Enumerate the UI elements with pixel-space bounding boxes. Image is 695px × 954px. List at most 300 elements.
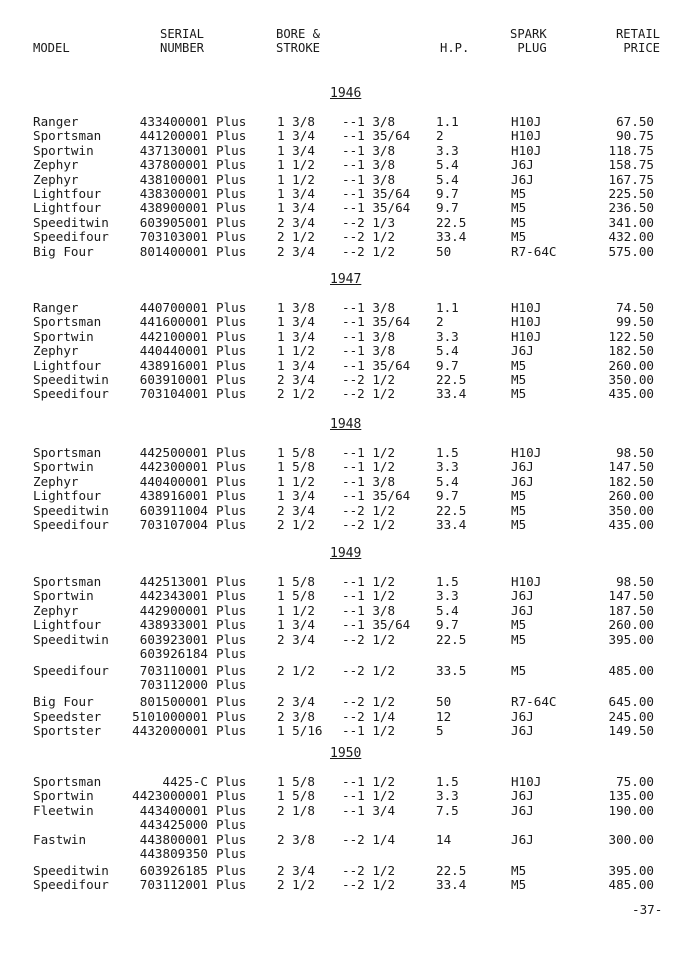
cell-model: Sportwin — [33, 328, 94, 344]
cell-bore: 1 1/2 — [277, 157, 315, 173]
table-row — [0, 158, 695, 172]
cell-price: 435.00 — [608, 517, 654, 532]
cell-spark: M5 — [511, 877, 527, 893]
cell-plus: Plus — [216, 343, 247, 359]
cell-bore: 2 3/4 — [277, 372, 315, 387]
cell-hp: 1.5 — [436, 774, 459, 789]
cell-serial: 438300001 — [139, 186, 208, 201]
cell-spark: H10J — [511, 328, 542, 344]
cell-model: Sportsman — [33, 774, 102, 789]
cell-model: Zephyr — [33, 157, 79, 173]
cell-price: 149.50 — [608, 723, 654, 739]
table-row — [0, 695, 695, 709]
cell-serial: 438933001 — [139, 617, 208, 633]
table-row — [0, 387, 695, 401]
table-row — [0, 775, 695, 789]
cell-stroke: --2 1/2 — [342, 386, 396, 402]
cell-spark: J6J — [511, 708, 534, 724]
table-row — [0, 216, 695, 230]
cell-bore: 1 3/8 — [277, 300, 315, 315]
cell-plus: Plus — [216, 229, 247, 245]
cell-model: Lightfour — [33, 617, 102, 633]
cell-serial: 438100001 — [139, 171, 208, 187]
cell-price: 350.00 — [608, 372, 654, 387]
cell-price: 147.50 — [608, 459, 654, 475]
table-row — [0, 460, 695, 474]
cell-hp: 22.5 — [436, 863, 467, 878]
cell-price: 575.00 — [608, 243, 654, 259]
cell-model: Ranger — [33, 300, 79, 315]
cell-price: 98.50 — [616, 445, 654, 460]
cell-spark: M5 — [511, 631, 527, 647]
cell-bore: 1 3/8 — [277, 114, 315, 129]
table-row — [0, 344, 695, 358]
cell-bore: 1 1/2 — [277, 602, 315, 618]
cell-price: 435.00 — [608, 386, 654, 402]
cell-model: Ranger — [33, 114, 79, 129]
table-row — [0, 518, 695, 532]
cell-stroke: --2 1/2 — [342, 863, 396, 878]
cell-stroke: --1 35/64 — [342, 128, 411, 144]
cell-serial: 437130001 — [139, 142, 208, 158]
table-row — [0, 129, 695, 143]
cell-stroke: --2 1/3 — [342, 214, 396, 230]
cell-model: Zephyr — [33, 602, 79, 618]
cell-bore: 1 3/4 — [277, 328, 315, 344]
header-serial-number: SERIAL NUMBER — [160, 27, 205, 55]
cell-serial: 801400001 — [139, 243, 208, 259]
year-heading: 1947 — [330, 272, 362, 287]
cell-plus: Plus — [216, 473, 247, 489]
cell-serial: 703112000 — [139, 677, 208, 693]
cell-plus: Plus — [216, 817, 247, 833]
cell-hp: 7.5 — [436, 802, 459, 818]
cell-price: 350.00 — [608, 502, 654, 518]
cell-serial: 603905001 — [139, 214, 208, 230]
cell-serial: 442100001 — [139, 328, 208, 344]
cell-plus: Plus — [216, 617, 247, 633]
cell-bore: 2 3/4 — [277, 214, 315, 230]
table-row — [0, 864, 695, 878]
cell-model: Lightfour — [33, 186, 102, 201]
cell-model: Zephyr — [33, 343, 79, 359]
cell-spark: M5 — [511, 502, 527, 518]
table-row — [0, 710, 695, 724]
header-retail-price: RETAIL PRICE — [615, 27, 660, 55]
year-heading: 1948 — [330, 417, 362, 432]
cell-spark: R7-64C — [511, 694, 557, 710]
table-row — [0, 359, 695, 373]
cell-stroke: --2 1/2 — [342, 631, 396, 647]
cell-plus: Plus — [216, 602, 247, 618]
cell-plus: Plus — [216, 723, 247, 739]
cell-hp: 33.4 — [436, 877, 467, 893]
cell-model: Lightfour — [33, 357, 102, 373]
cell-model: Sportsman — [33, 574, 102, 589]
year-heading: 1950 — [330, 746, 362, 761]
cell-plus: Plus — [216, 694, 247, 710]
table-row — [0, 664, 695, 678]
cell-hp: 9.7 — [436, 617, 459, 633]
cell-spark: M5 — [511, 386, 527, 402]
cell-spark: M5 — [511, 357, 527, 373]
cell-stroke: --1 1/2 — [342, 723, 396, 739]
header-bore-stroke: BORE & STROKE — [276, 27, 321, 55]
cell-spark: H10J — [511, 774, 542, 789]
table-row — [0, 633, 695, 647]
cell-model: Speedifour — [33, 517, 109, 532]
cell-stroke: --1 1/2 — [342, 788, 396, 804]
cell-hp: 2 — [436, 314, 444, 330]
cell-serial: 4432000001 — [132, 723, 208, 739]
cell-bore: 1 3/4 — [277, 617, 315, 633]
cell-hp: 33.5 — [436, 663, 467, 678]
cell-plus: Plus — [216, 386, 247, 402]
cell-model: Speeditwin — [33, 631, 109, 647]
cell-model: Speedster — [33, 708, 102, 724]
cell-stroke: --1 1/2 — [342, 588, 396, 604]
cell-plus: Plus — [216, 328, 247, 344]
cell-serial: 703107004 — [139, 517, 208, 532]
cell-serial: 438900001 — [139, 200, 208, 216]
cell-hp: 33.4 — [436, 386, 467, 402]
cell-stroke: --1 35/64 — [342, 314, 411, 330]
cell-hp: 5.4 — [436, 157, 459, 173]
cell-stroke: --1 35/64 — [342, 357, 411, 373]
cell-price: 99.50 — [616, 314, 654, 330]
cell-bore: 1 5/8 — [277, 574, 315, 589]
cell-bore: 2 1/8 — [277, 802, 315, 818]
table-row — [0, 575, 695, 589]
cell-serial: 438916001 — [139, 357, 208, 373]
cell-hp: 22.5 — [436, 214, 467, 230]
cell-plus: Plus — [216, 243, 247, 259]
cell-hp: 33.4 — [436, 229, 467, 245]
cell-bore: 1 3/4 — [277, 186, 315, 201]
table-row — [0, 330, 695, 344]
cell-spark: M5 — [511, 186, 527, 201]
cell-model: Sportwin — [33, 459, 94, 475]
cell-price: 236.50 — [608, 200, 654, 216]
cell-hp: 9.7 — [436, 357, 459, 373]
cell-stroke: --2 1/2 — [342, 517, 396, 532]
cell-price: 118.75 — [608, 142, 654, 158]
cell-bore: 1 5/8 — [277, 774, 315, 789]
cell-serial: 603911004 — [139, 502, 208, 518]
cell-spark: M5 — [511, 214, 527, 230]
cell-stroke: --2 1/2 — [342, 243, 396, 259]
cell-model: Sportwin — [33, 788, 94, 804]
cell-hp: 12 — [436, 708, 452, 724]
year-heading: 1946 — [330, 86, 362, 101]
cell-spark: M5 — [511, 517, 527, 532]
cell-bore: 2 1/2 — [277, 663, 315, 678]
cell-price: 260.00 — [608, 357, 654, 373]
cell-price: 75.00 — [616, 774, 654, 789]
cell-plus: Plus — [216, 846, 247, 861]
cell-bore: 1 5/8 — [277, 445, 315, 460]
table-row — [0, 245, 695, 259]
cell-stroke: --1 3/8 — [342, 328, 396, 344]
cell-serial: 443809350 — [139, 846, 208, 861]
cell-model: Big Four — [33, 243, 94, 259]
cell-serial: 603926185 — [139, 863, 208, 878]
cell-serial: 440440001 — [139, 343, 208, 359]
cell-hp: 3.3 — [436, 328, 459, 344]
cell-spark: H10J — [511, 574, 542, 589]
cell-stroke: --2 1/4 — [342, 831, 396, 847]
cell-serial: 603923001 — [139, 631, 208, 647]
cell-serial: 801500001 — [139, 694, 208, 710]
cell-spark: J6J — [511, 831, 534, 847]
cell-stroke: --1 3/8 — [342, 171, 396, 187]
table-row — [0, 201, 695, 215]
cell-hp: 1.1 — [436, 300, 459, 315]
cell-plus: Plus — [216, 200, 247, 216]
cell-hp: 5.4 — [436, 171, 459, 187]
cell-hp: 5.4 — [436, 602, 459, 618]
cell-plus: Plus — [216, 488, 247, 504]
cell-model: Speedifour — [33, 877, 109, 893]
cell-spark: J6J — [511, 459, 534, 475]
cell-hp: 1.1 — [436, 114, 459, 129]
table-row — [0, 804, 695, 818]
cell-plus: Plus — [216, 157, 247, 173]
cell-bore: 1 5/16 — [277, 723, 323, 739]
table-row — [0, 678, 695, 692]
cell-plus: Plus — [216, 863, 247, 878]
cell-plus: Plus — [216, 459, 247, 475]
cell-serial: 441600001 — [139, 314, 208, 330]
cell-hp: 22.5 — [436, 631, 467, 647]
cell-price: 300.00 — [608, 831, 654, 847]
cell-model: Speedifour — [33, 663, 109, 678]
cell-stroke: --2 1/2 — [342, 663, 396, 678]
cell-spark: M5 — [511, 229, 527, 245]
cell-serial: 603910001 — [139, 372, 208, 387]
cell-stroke: --1 3/8 — [342, 602, 396, 618]
cell-plus: Plus — [216, 646, 247, 661]
cell-bore: 2 3/4 — [277, 631, 315, 647]
cell-stroke: --1 3/8 — [342, 114, 396, 129]
cell-plus: Plus — [216, 774, 247, 789]
cell-stroke: --1 1/2 — [342, 774, 396, 789]
cell-serial: 442343001 — [139, 588, 208, 604]
table-row — [0, 833, 695, 847]
cell-hp: 9.7 — [436, 200, 459, 216]
cell-serial: 441200001 — [139, 128, 208, 144]
cell-spark: J6J — [511, 171, 534, 187]
cell-price: 135.00 — [608, 788, 654, 804]
cell-plus: Plus — [216, 677, 247, 693]
cell-bore: 1 3/4 — [277, 128, 315, 144]
cell-stroke: --2 1/2 — [342, 694, 396, 710]
cell-price: 167.75 — [608, 171, 654, 187]
cell-stroke: --1 35/64 — [342, 200, 411, 216]
cell-hp: 50 — [436, 243, 452, 259]
cell-price: 260.00 — [608, 617, 654, 633]
cell-model: Speedifour — [33, 229, 109, 245]
cell-stroke: --1 1/2 — [342, 459, 396, 475]
cell-plus: Plus — [216, 171, 247, 187]
cell-hp: 14 — [436, 831, 452, 847]
cell-spark: H10J — [511, 128, 542, 144]
header-spark-plug: SPARK PLUG — [510, 27, 547, 55]
cell-stroke: --2 1/4 — [342, 708, 396, 724]
cell-plus: Plus — [216, 372, 247, 387]
cell-model: Zephyr — [33, 473, 79, 489]
cell-serial: 443800001 — [139, 831, 208, 847]
cell-model: Sportsman — [33, 445, 102, 460]
cell-plus: Plus — [216, 357, 247, 373]
cell-stroke: --1 3/8 — [342, 142, 396, 158]
cell-stroke: --1 35/64 — [342, 617, 411, 633]
cell-stroke: --1 3/4 — [342, 802, 396, 818]
cell-plus: Plus — [216, 517, 247, 532]
cell-serial: 442513001 — [139, 574, 208, 589]
cell-spark: J6J — [511, 602, 534, 618]
cell-stroke: --1 35/64 — [342, 186, 411, 201]
cell-serial: 4423000001 — [132, 788, 208, 804]
header-model: MODEL — [33, 41, 70, 55]
cell-price: 74.50 — [616, 300, 654, 315]
table-row — [0, 475, 695, 489]
cell-serial: 443400001 — [139, 802, 208, 818]
cell-spark: J6J — [511, 157, 534, 173]
cell-price: 245.00 — [608, 708, 654, 724]
cell-spark: J6J — [511, 343, 534, 359]
cell-bore: 2 1/2 — [277, 386, 315, 402]
cell-price: 158.75 — [608, 157, 654, 173]
cell-hp: 3.3 — [436, 459, 459, 475]
cell-plus: Plus — [216, 588, 247, 604]
cell-hp: 5.4 — [436, 473, 459, 489]
cell-bore: 2 3/4 — [277, 863, 315, 878]
cell-spark: J6J — [511, 802, 534, 818]
cell-spark: M5 — [511, 663, 527, 678]
cell-bore: 1 1/2 — [277, 343, 315, 359]
cell-price: 190.00 — [608, 802, 654, 818]
cell-plus: Plus — [216, 142, 247, 158]
cell-plus: Plus — [216, 831, 247, 847]
cell-serial: 442900001 — [139, 602, 208, 618]
table-header — [0, 27, 695, 59]
table-row — [0, 489, 695, 503]
cell-serial: 703110001 — [139, 663, 208, 678]
cell-plus: Plus — [216, 128, 247, 144]
cell-stroke: --1 3/8 — [342, 473, 396, 489]
cell-bore: 1 5/8 — [277, 788, 315, 804]
cell-bore: 1 3/4 — [277, 488, 315, 504]
cell-price: 122.50 — [608, 328, 654, 344]
cell-plus: Plus — [216, 708, 247, 724]
cell-stroke: --1 35/64 — [342, 488, 411, 504]
table-row — [0, 647, 695, 661]
cell-model: Sportster — [33, 723, 102, 739]
table-row — [0, 878, 695, 892]
cell-spark: H10J — [511, 445, 542, 460]
cell-serial: 442300001 — [139, 459, 208, 475]
cell-spark: J6J — [511, 723, 534, 739]
table-row — [0, 230, 695, 244]
cell-hp: 33.4 — [436, 517, 467, 532]
cell-model: Speedifour — [33, 386, 109, 402]
cell-bore: 1 5/8 — [277, 588, 315, 604]
cell-hp: 9.7 — [436, 186, 459, 201]
cell-stroke: --1 1/2 — [342, 445, 396, 460]
cell-price: 187.50 — [608, 602, 654, 618]
cell-model: Sportsman — [33, 314, 102, 330]
cell-model: Sportwin — [33, 588, 94, 604]
cell-hp: 22.5 — [436, 502, 467, 518]
cell-model: Sportsman — [33, 128, 102, 144]
cell-serial: 703104001 — [139, 386, 208, 402]
cell-plus: Plus — [216, 114, 247, 129]
cell-price: 432.00 — [608, 229, 654, 245]
cell-model: Speeditwin — [33, 863, 109, 878]
cell-bore: 1 3/4 — [277, 357, 315, 373]
cell-plus: Plus — [216, 300, 247, 315]
cell-stroke: --2 1/2 — [342, 372, 396, 387]
cell-hp: 1.5 — [436, 445, 459, 460]
cell-price: 395.00 — [608, 631, 654, 647]
cell-stroke: --1 3/8 — [342, 157, 396, 173]
cell-price: 147.50 — [608, 588, 654, 604]
cell-price: 98.50 — [616, 574, 654, 589]
cell-hp: 2 — [436, 128, 444, 144]
cell-serial: 703112001 — [139, 877, 208, 893]
cell-bore: 1 1/2 — [277, 473, 315, 489]
cell-serial: 703103001 — [139, 229, 208, 245]
cell-hp: 9.7 — [436, 488, 459, 504]
cell-plus: Plus — [216, 788, 247, 804]
cell-hp: 5 — [436, 723, 444, 739]
table-row — [0, 504, 695, 518]
cell-spark: H10J — [511, 300, 542, 315]
table-row — [0, 818, 695, 832]
cell-bore: 2 1/2 — [277, 229, 315, 245]
cell-bore: 2 3/4 — [277, 502, 315, 518]
cell-price: 90.75 — [616, 128, 654, 144]
table-row — [0, 144, 695, 158]
cell-price: 260.00 — [608, 488, 654, 504]
cell-bore: 2 1/2 — [277, 517, 315, 532]
cell-model: Speeditwin — [33, 372, 109, 387]
cell-plus: Plus — [216, 631, 247, 647]
header-hp: H.P. — [440, 41, 470, 55]
cell-stroke: --1 3/8 — [342, 343, 396, 359]
cell-price: 182.50 — [608, 473, 654, 489]
cell-model: Speeditwin — [33, 214, 109, 230]
table-row — [0, 724, 695, 738]
cell-model: Sportwin — [33, 142, 94, 158]
table-row — [0, 315, 695, 329]
cell-hp: 3.3 — [436, 788, 459, 804]
table-row — [0, 373, 695, 387]
cell-stroke: --2 1/2 — [342, 229, 396, 245]
cell-price: 67.50 — [616, 114, 654, 129]
cell-price: 182.50 — [608, 343, 654, 359]
cell-bore: 2 3/4 — [277, 243, 315, 259]
cell-serial: 438916001 — [139, 488, 208, 504]
table-row — [0, 301, 695, 315]
cell-serial: 443425000 — [139, 817, 208, 833]
cell-serial: 5101000001 — [132, 708, 208, 724]
table-row — [0, 446, 695, 460]
cell-bore: 1 3/4 — [277, 314, 315, 330]
year-heading: 1949 — [330, 546, 362, 561]
table-row — [0, 187, 695, 201]
